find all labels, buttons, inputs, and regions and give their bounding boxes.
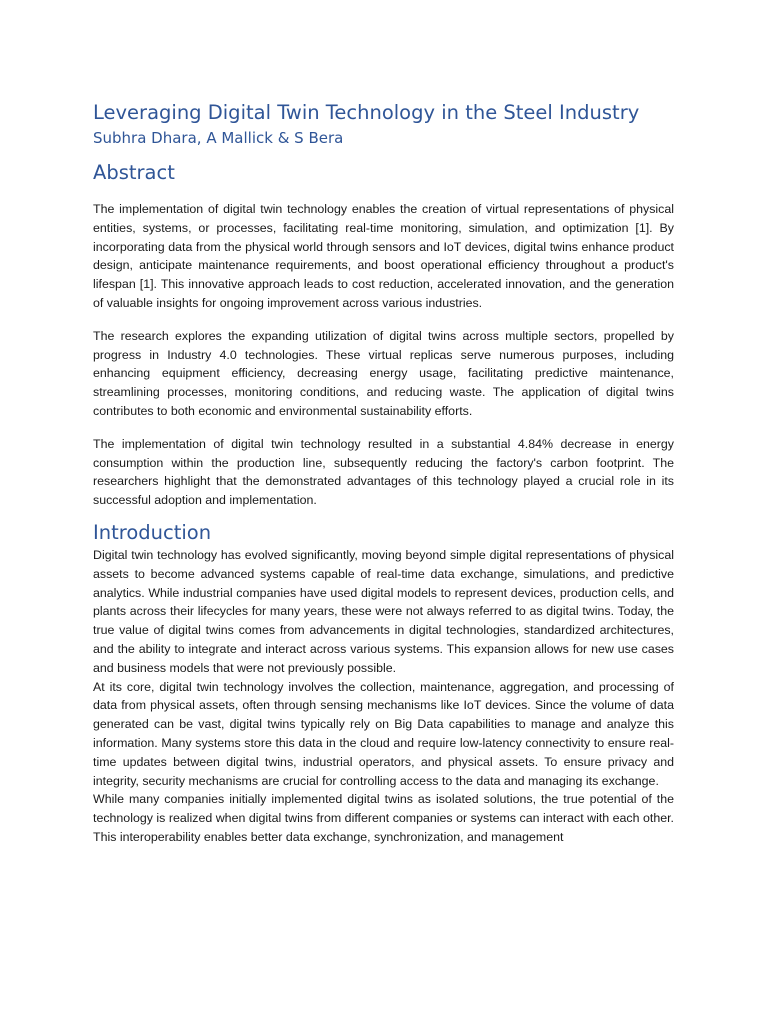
- introduction-paragraph-3: While many companies initially implemented digital twins as isolated solutions, the true potential of the technology is realized when digital twins from different companies or systems can interact with each other. This interoperability enables better data exchange, synchronization, and management: [93, 792, 674, 844]
- paper-authors: Subhra Dhara, A Mallick & S Bera: [93, 129, 344, 147]
- abstract-body: [93, 200, 674, 510]
- abstract-paragraph-2: The research explores the expanding utilization of digital twins across multiple sectors, propelled by progress in Industry 4.0 technologies. These virtual replicas serve numerous purposes, including enhancing equipment efficiency, decreasing energy usage, facilitating predictive maintenance, streamlining processes, monitoring conditions, and reducing waste. The application of digital twins contributes to both economic and environmental sustainability efforts.: [93, 328, 674, 418]
- paper-title: Leveraging Digital Twin Technology in the Steel Industry: [93, 101, 640, 124]
- introduction-heading: Introduction: [93, 520, 212, 544]
- abstract-paragraph-3: The implementation of digital twin technology resulted in a substantial 4.84% decrease in energy consumption within the production line, subsequently reducing the factory's carbon footprint. The researchers highlight that the demonstrated advantages of this technology played a crucial role in its successful adoption and implementation.: [93, 436, 674, 508]
- paper-page: [93, 100, 674, 847]
- abstract-heading: Abstract: [93, 161, 175, 184]
- introduction-paragraph-2: At its core, digital twin technology involves the collection, maintenance, aggregation, and processing of data from physical assets, often through sensing mechanisms like IoT devices. Since the volume of data generated can be vast, digital twins typically rely on Big Data capabilities to manage and analyze this information. Many systems store this data in the cloud and require low-latency connectivity to ensure real-time updates between digital twins, industrial operators, and physical assets. To ensure privacy and integrity, security mechanisms are crucial for controlling access to the data and managing its exchange.: [93, 679, 674, 788]
- abstract-paragraph-1: The implementation of digital twin technology enables the creation of virtual representations of physical entities, systems, or processes, facilitating real-time monitoring, simulation, and optimization [1]. By incorporating data from the physical world through sensors and IoT devices, digital twins enhance product design, anticipate maintenance requirements, and boost operational efficiency throughout a product's lifespan [1]. This innovative approach leads to cost reduction, accelerated innovation, and the generation of valuable insights for ongoing improvement across various industries.: [93, 202, 674, 310]
- introduction-body: [93, 546, 674, 847]
- introduction-paragraph-1: Digital twin technology has evolved significantly, moving beyond simple digital representations of physical assets to become advanced systems capable of real-time data exchange, simulations, and predictive analytics. While industrial companies have used digital models to represent devices, production cells, and plants across their lifecycles for many years, these were not always referred to as digital twins. Today, the true value of digital twins comes from advancements in digital technologies, standardized architectures, and the ability to integrate and interact across various systems. This expansion allows for new use cases and business models that were not previously possible.: [93, 547, 674, 675]
